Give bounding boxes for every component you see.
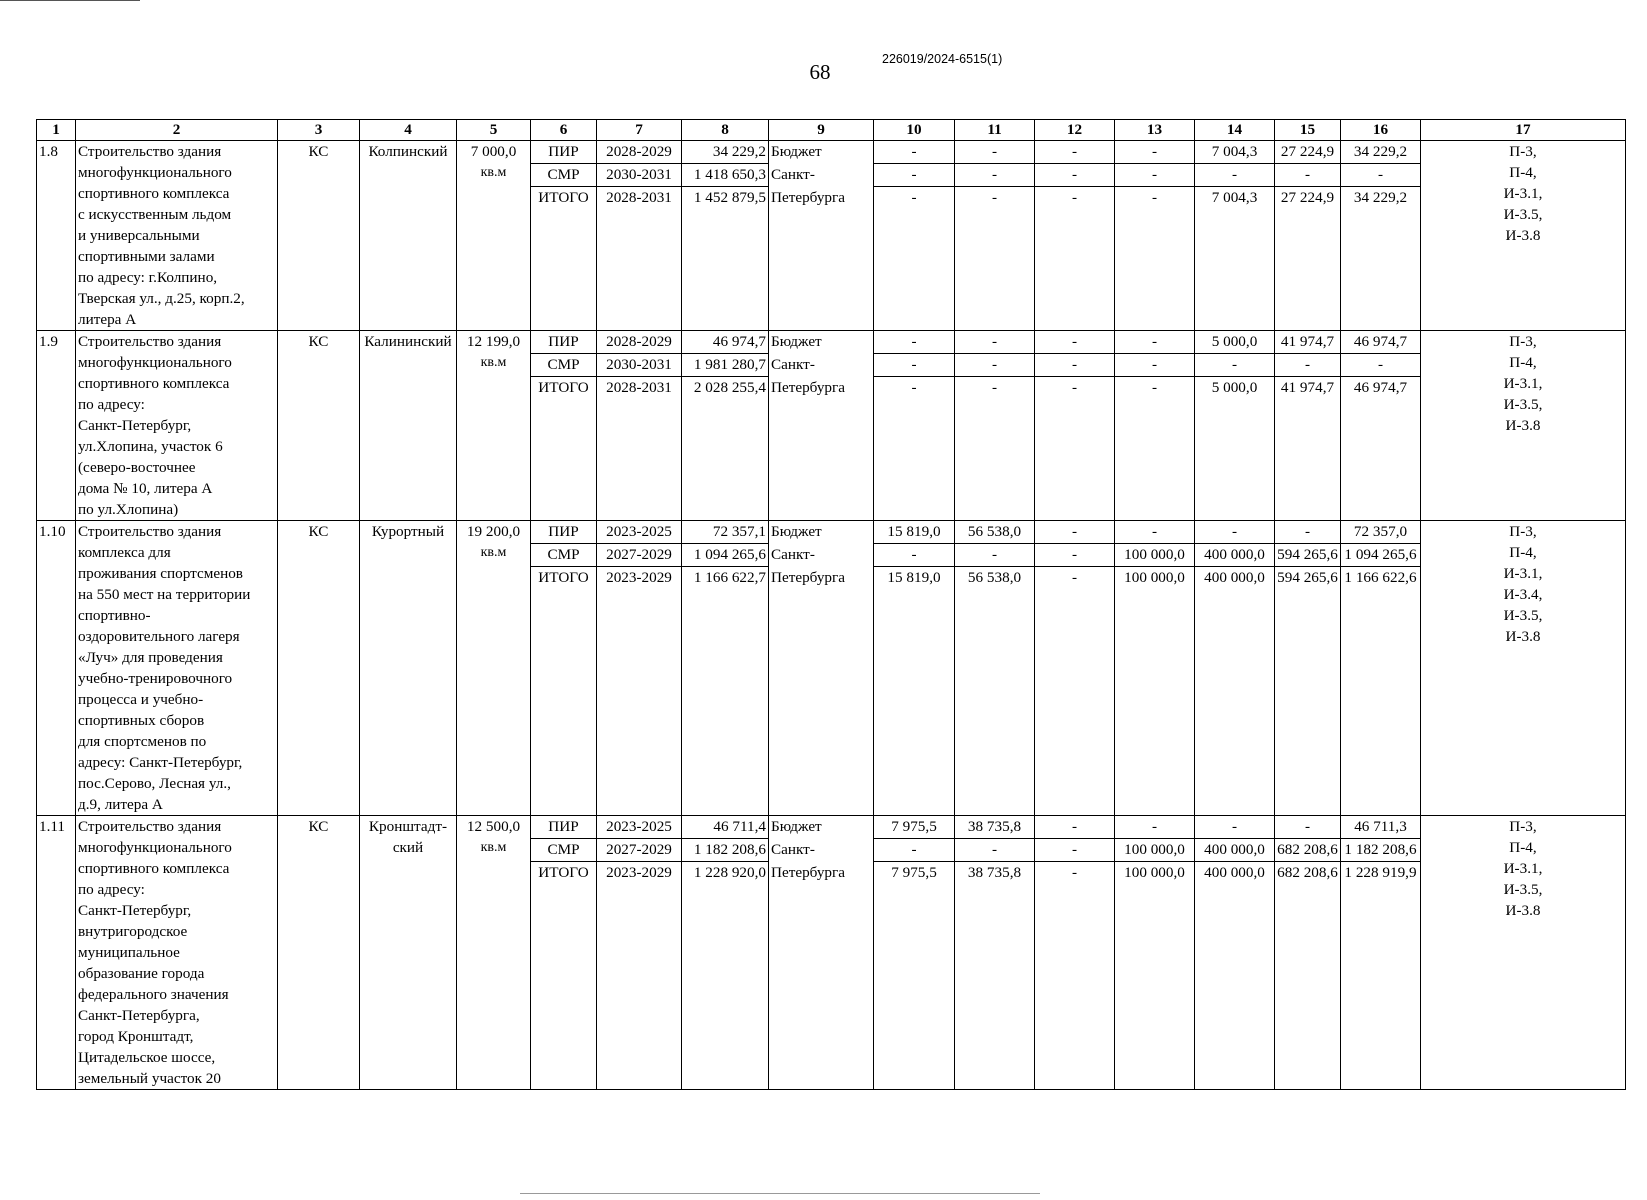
period: 2030-2031 (597, 354, 682, 377)
total-cost: 1 228 920,0 (682, 862, 769, 1090)
year-amount-13: - (1115, 331, 1195, 354)
year-amount-16: 1 094 265,6 (1341, 544, 1421, 567)
stage-label: ИТОГО (531, 862, 597, 1090)
table-row (37, 141, 1626, 164)
investment-table (36, 119, 1626, 1090)
year-amount-15: 594 265,6 (1275, 567, 1341, 816)
scan-edge-mark (520, 1193, 1040, 1194)
year-amount-14: 5 000,0 (1195, 377, 1275, 521)
period: 2023-2025 (597, 521, 682, 544)
year-amount-10: 7 975,5 (874, 862, 955, 1090)
year-amount-13: - (1115, 141, 1195, 164)
object-name-line: учебно-тренировочного (78, 670, 233, 687)
row-number: 1.11 (37, 816, 76, 1090)
district-line: Кронштадт- (368, 818, 448, 835)
total-cost: 1 418 650,3 (682, 164, 769, 187)
object-name-line: многофункционального (78, 839, 232, 856)
year-amount-12: - (1035, 816, 1115, 839)
object-name-line: д.9, литера А (78, 796, 163, 813)
period: 2023-2029 (597, 862, 682, 1090)
year-amount-10: 15 819,0 (874, 521, 955, 544)
year-amount-10: - (874, 377, 955, 521)
year-amount-11: 38 735,8 (955, 862, 1035, 1090)
year-amount-13: 100 000,0 (1115, 544, 1195, 567)
column-header: 16 (1341, 120, 1421, 141)
period: 2023-2029 (597, 567, 682, 816)
district-line: Колпинский (368, 143, 448, 160)
year-amount-15: 594 265,6 (1275, 544, 1341, 567)
district-line: Курортный (371, 523, 445, 540)
year-amount-14: 5 000,0 (1195, 331, 1275, 354)
column-number-row (37, 120, 1626, 141)
year-amount-12: - (1035, 164, 1115, 187)
year-amount-16: 46 974,7 (1341, 331, 1421, 354)
year-amount-16: 34 229,2 (1341, 141, 1421, 164)
year-amount-15: - (1275, 164, 1341, 187)
capacity-value: 12 500,0 (466, 818, 521, 835)
object-name (76, 816, 278, 1090)
total-cost: 46 974,7 (682, 331, 769, 354)
funding-source: Бюджет (769, 331, 874, 354)
year-amount-13: - (1115, 164, 1195, 187)
year-amount-11: - (955, 544, 1035, 567)
year-amount-12: - (1035, 521, 1115, 544)
year-amount-16: 72 357,0 (1341, 521, 1421, 544)
column-header: 5 (457, 120, 531, 141)
row-number: 1.9 (37, 331, 76, 521)
year-amount-14: 400 000,0 (1195, 544, 1275, 567)
capacity (457, 521, 531, 816)
year-amount-14: 400 000,0 (1195, 839, 1275, 862)
object-name-line: муниципальное (78, 944, 180, 961)
indicator-refs (1421, 816, 1626, 1090)
year-amount-16: 46 974,7 (1341, 377, 1421, 521)
year-amount-14: 7 004,3 (1195, 187, 1275, 331)
district-line: Калининский (364, 333, 452, 350)
indicator-refs (1421, 331, 1626, 521)
year-amount-15: 27 224,9 (1275, 141, 1341, 164)
year-amount-11: 56 538,0 (955, 521, 1035, 544)
year-amount-10: 7 975,5 (874, 816, 955, 839)
period: 2028-2031 (597, 377, 682, 521)
object-name-line: многофункционального (78, 164, 232, 181)
funding-source: Санкт- (769, 839, 874, 862)
object-name-line: ул.Хлопина, участок 6 (78, 438, 223, 455)
object-name-line: спортивного комплекса (78, 185, 230, 202)
year-amount-14: - (1195, 164, 1275, 187)
stage-label: СМР (531, 164, 597, 187)
total-cost: 34 229,2 (682, 141, 769, 164)
row-number: 1.8 (37, 141, 76, 331)
district (360, 141, 457, 331)
column-header: 4 (360, 120, 457, 141)
object-name-line: Строительство здания (78, 333, 222, 350)
object-name-line: внутригородское (78, 923, 188, 940)
year-amount-10: - (874, 331, 955, 354)
total-cost: 1 166 622,7 (682, 567, 769, 816)
object-name-line: с искусственным льдом (78, 206, 232, 223)
year-amount-15: - (1275, 354, 1341, 377)
total-cost: 1 094 265,6 (682, 544, 769, 567)
capacity (457, 331, 531, 521)
capacity-unit: кв.м (480, 545, 507, 560)
object-name-line: пос.Серово, Лесная ул., (78, 775, 231, 792)
indicator-refs (1421, 521, 1626, 816)
year-amount-14: - (1195, 354, 1275, 377)
scan-top-rule (0, 0, 140, 1)
year-amount-13: 100 000,0 (1115, 567, 1195, 816)
year-amount-10: - (874, 544, 955, 567)
object-name (76, 141, 278, 331)
capacity-value: 12 199,0 (466, 333, 521, 350)
capacity-value: 7 000,0 (470, 143, 517, 160)
year-amount-11: - (955, 141, 1035, 164)
funding-source: Санкт- (769, 164, 874, 187)
funding-source: Петербурга (769, 862, 874, 1090)
indicator-ref: И-3.8 (1505, 417, 1541, 434)
indicator-ref: И-3.8 (1505, 628, 1541, 645)
period: 2028-2029 (597, 141, 682, 164)
funding-source: Петербурга (769, 377, 874, 521)
year-amount-11: - (955, 839, 1035, 862)
year-amount-10: - (874, 141, 955, 164)
column-header: 14 (1195, 120, 1275, 141)
year-amount-10: - (874, 839, 955, 862)
year-amount-14: - (1195, 521, 1275, 544)
object-name-line: литера А (78, 311, 137, 328)
stage-label: СМР (531, 354, 597, 377)
stage-label: ПИР (531, 141, 597, 164)
object-name-line: Строительство здания (78, 818, 222, 835)
indicator-ref: И-3.1, (1503, 565, 1543, 582)
page-number: 68 (809, 60, 831, 84)
indicator-ref: П-4, (1509, 544, 1537, 561)
object-name-line: на 550 мест на территории (78, 586, 251, 603)
object-name-line: процесса и учебно- (78, 691, 204, 708)
object-type: КС (278, 816, 360, 1090)
indicator-ref: И-3.1, (1503, 860, 1543, 877)
stage-label: ИТОГО (531, 187, 597, 331)
stage-label: ИТОГО (531, 377, 597, 521)
year-amount-15: 41 974,7 (1275, 377, 1341, 521)
object-name-line: адресу: Санкт-Петербург, (78, 754, 243, 771)
object-type: КС (278, 141, 360, 331)
district (360, 331, 457, 521)
stage-label: СМР (531, 544, 597, 567)
column-header: 13 (1115, 120, 1195, 141)
year-amount-10: - (874, 164, 955, 187)
object-name-line: для спортсменов по (78, 733, 207, 750)
funding-source: Санкт- (769, 354, 874, 377)
funding-source: Петербурга (769, 567, 874, 816)
capacity (457, 816, 531, 1090)
column-header: 8 (682, 120, 769, 141)
column-header: 10 (874, 120, 955, 141)
object-name-line: многофункционального (78, 354, 232, 371)
indicator-ref: И-3.5, (1503, 607, 1543, 624)
year-amount-12: - (1035, 567, 1115, 816)
object-name-line: спортивных сборов (78, 712, 205, 729)
year-amount-13: - (1115, 354, 1195, 377)
year-amount-16: 46 711,3 (1341, 816, 1421, 839)
object-name-line: спортивного комплекса (78, 860, 230, 877)
indicator-ref: П-4, (1509, 354, 1537, 371)
year-amount-11: - (955, 187, 1035, 331)
stage-label: ПИР (531, 521, 597, 544)
year-amount-11: - (955, 377, 1035, 521)
indicator-ref: П-3, (1509, 143, 1537, 160)
object-name-line: Цитадельское шоссе, (78, 1049, 216, 1066)
year-amount-11: - (955, 164, 1035, 187)
year-amount-12: - (1035, 331, 1115, 354)
funding-source: Санкт- (769, 544, 874, 567)
total-cost: 1 981 280,7 (682, 354, 769, 377)
year-amount-10: - (874, 187, 955, 331)
indicator-ref: И-3.1, (1503, 375, 1543, 392)
object-type: КС (278, 521, 360, 816)
column-header: 1 (37, 120, 76, 141)
object-name-line: по адресу: (78, 396, 145, 413)
object-name-line: земельный участок 20 (78, 1070, 221, 1087)
year-amount-15: - (1275, 521, 1341, 544)
object-name-line: спортивно- (78, 607, 151, 624)
year-amount-12: - (1035, 544, 1115, 567)
funding-source: Бюджет (769, 141, 874, 164)
funding-source: Петербурга (769, 187, 874, 331)
object-name-line: спортивными залами (78, 248, 215, 265)
object-name-line: оздоровительного лагеря (78, 628, 240, 645)
year-amount-16: 1 182 208,6 (1341, 839, 1421, 862)
funding-source: Бюджет (769, 521, 874, 544)
object-name-line: федерального значения (78, 986, 229, 1003)
period: 2027-2029 (597, 839, 682, 862)
column-header: 9 (769, 120, 874, 141)
object-name-line: образование города (78, 965, 205, 982)
year-amount-12: - (1035, 862, 1115, 1090)
district (360, 521, 457, 816)
year-amount-10: 15 819,0 (874, 567, 955, 816)
year-amount-12: - (1035, 354, 1115, 377)
table-row (37, 331, 1626, 354)
district-line: ский (392, 839, 424, 856)
object-name-line: по ул.Хлопина) (78, 501, 179, 518)
year-amount-12: - (1035, 839, 1115, 862)
indicator-ref: И-3.5, (1503, 206, 1543, 223)
year-amount-14: 400 000,0 (1195, 567, 1275, 816)
object-name-line: и универсальными (78, 227, 200, 244)
year-amount-16: - (1341, 164, 1421, 187)
document-id: 226019/2024-6515(1) (882, 52, 1003, 66)
total-cost: 2 028 255,4 (682, 377, 769, 521)
total-cost: 1 452 879,5 (682, 187, 769, 331)
stage-label: ИТОГО (531, 567, 597, 816)
period: 2028-2029 (597, 331, 682, 354)
year-amount-15: 682 208,6 (1275, 862, 1341, 1090)
year-amount-13: 100 000,0 (1115, 839, 1195, 862)
stage-label: ПИР (531, 816, 597, 839)
year-amount-12: - (1035, 187, 1115, 331)
indicator-ref: И-3.1, (1503, 185, 1543, 202)
column-header: 11 (955, 120, 1035, 141)
column-header: 2 (76, 120, 278, 141)
object-name-line: спортивного комплекса (78, 375, 230, 392)
capacity-value: 19 200,0 (466, 523, 521, 540)
object-name (76, 331, 278, 521)
year-amount-16: 1 228 919,9 (1341, 862, 1421, 1090)
year-amount-15: 27 224,9 (1275, 187, 1341, 331)
total-cost: 72 357,1 (682, 521, 769, 544)
stage-label: СМР (531, 839, 597, 862)
capacity-unit: кв.м (480, 840, 507, 855)
indicator-ref: П-3, (1509, 818, 1537, 835)
year-amount-13: - (1115, 377, 1195, 521)
indicator-ref: П-4, (1509, 164, 1537, 181)
indicator-ref: И-3.4, (1503, 586, 1543, 603)
object-name-line: по адресу: (78, 881, 145, 898)
year-amount-15: 41 974,7 (1275, 331, 1341, 354)
object-name-line: дома № 10, литера А (78, 480, 213, 497)
column-header: 6 (531, 120, 597, 141)
period: 2030-2031 (597, 164, 682, 187)
indicator-refs (1421, 141, 1626, 331)
year-amount-16: 1 166 622,6 (1341, 567, 1421, 816)
object-name-line: Санкт-Петербурга, (78, 1007, 200, 1024)
total-cost: 1 182 208,6 (682, 839, 769, 862)
year-amount-15: - (1275, 816, 1341, 839)
year-amount-11: - (955, 331, 1035, 354)
year-amount-13: - (1115, 187, 1195, 331)
year-amount-13: - (1115, 816, 1195, 839)
indicator-ref: П-4, (1509, 839, 1537, 856)
district (360, 816, 457, 1090)
object-name-line: город Кронштадт, (78, 1028, 194, 1045)
indicator-ref: П-3, (1509, 523, 1537, 540)
year-amount-11: 56 538,0 (955, 567, 1035, 816)
object-name-line: проживания спортсменов (78, 565, 243, 582)
year-amount-11: 38 735,8 (955, 816, 1035, 839)
object-name-line: по адресу: г.Колпино, (78, 269, 218, 286)
total-cost: 46 711,4 (682, 816, 769, 839)
year-amount-16: - (1341, 354, 1421, 377)
object-name-line: Санкт-Петербург, (78, 417, 192, 434)
column-header: 12 (1035, 120, 1115, 141)
year-amount-16: 34 229,2 (1341, 187, 1421, 331)
year-amount-12: - (1035, 377, 1115, 521)
year-amount-13: - (1115, 521, 1195, 544)
object-name-line: «Луч» для проведения (78, 649, 223, 666)
indicator-ref: И-3.5, (1503, 396, 1543, 413)
column-header: 15 (1275, 120, 1341, 141)
period: 2027-2029 (597, 544, 682, 567)
object-name (76, 521, 278, 816)
indicator-ref: П-3, (1509, 333, 1537, 350)
table-body (37, 120, 1626, 1090)
capacity (457, 141, 531, 331)
stage-label: ПИР (531, 331, 597, 354)
column-header: 7 (597, 120, 682, 141)
column-header: 3 (278, 120, 360, 141)
indicator-ref: И-3.5, (1503, 881, 1543, 898)
year-amount-10: - (874, 354, 955, 377)
funding-source: Бюджет (769, 816, 874, 839)
table-row (37, 521, 1626, 544)
object-name-line: Строительство здания (78, 523, 222, 540)
year-amount-15: 682 208,6 (1275, 839, 1341, 862)
object-name-line: (северо-восточнее (78, 459, 196, 476)
period: 2028-2031 (597, 187, 682, 331)
object-name-line: Тверская ул., д.25, корп.2, (78, 290, 245, 307)
object-name-line: Строительство здания (78, 143, 222, 160)
object-name-line: Санкт-Петербург, (78, 902, 192, 919)
period: 2023-2025 (597, 816, 682, 839)
year-amount-12: - (1035, 141, 1115, 164)
row-number: 1.10 (37, 521, 76, 816)
year-amount-14: - (1195, 816, 1275, 839)
capacity-unit: кв.м (480, 165, 507, 180)
year-amount-14: 7 004,3 (1195, 141, 1275, 164)
indicator-ref: И-3.8 (1505, 902, 1541, 919)
year-amount-13: 100 000,0 (1115, 862, 1195, 1090)
year-amount-14: 400 000,0 (1195, 862, 1275, 1090)
object-name-line: комплекса для (78, 544, 171, 561)
indicator-ref: И-3.8 (1505, 227, 1541, 244)
object-type: КС (278, 331, 360, 521)
table-row (37, 816, 1626, 839)
column-header: 17 (1421, 120, 1626, 141)
capacity-unit: кв.м (480, 355, 507, 370)
year-amount-11: - (955, 354, 1035, 377)
